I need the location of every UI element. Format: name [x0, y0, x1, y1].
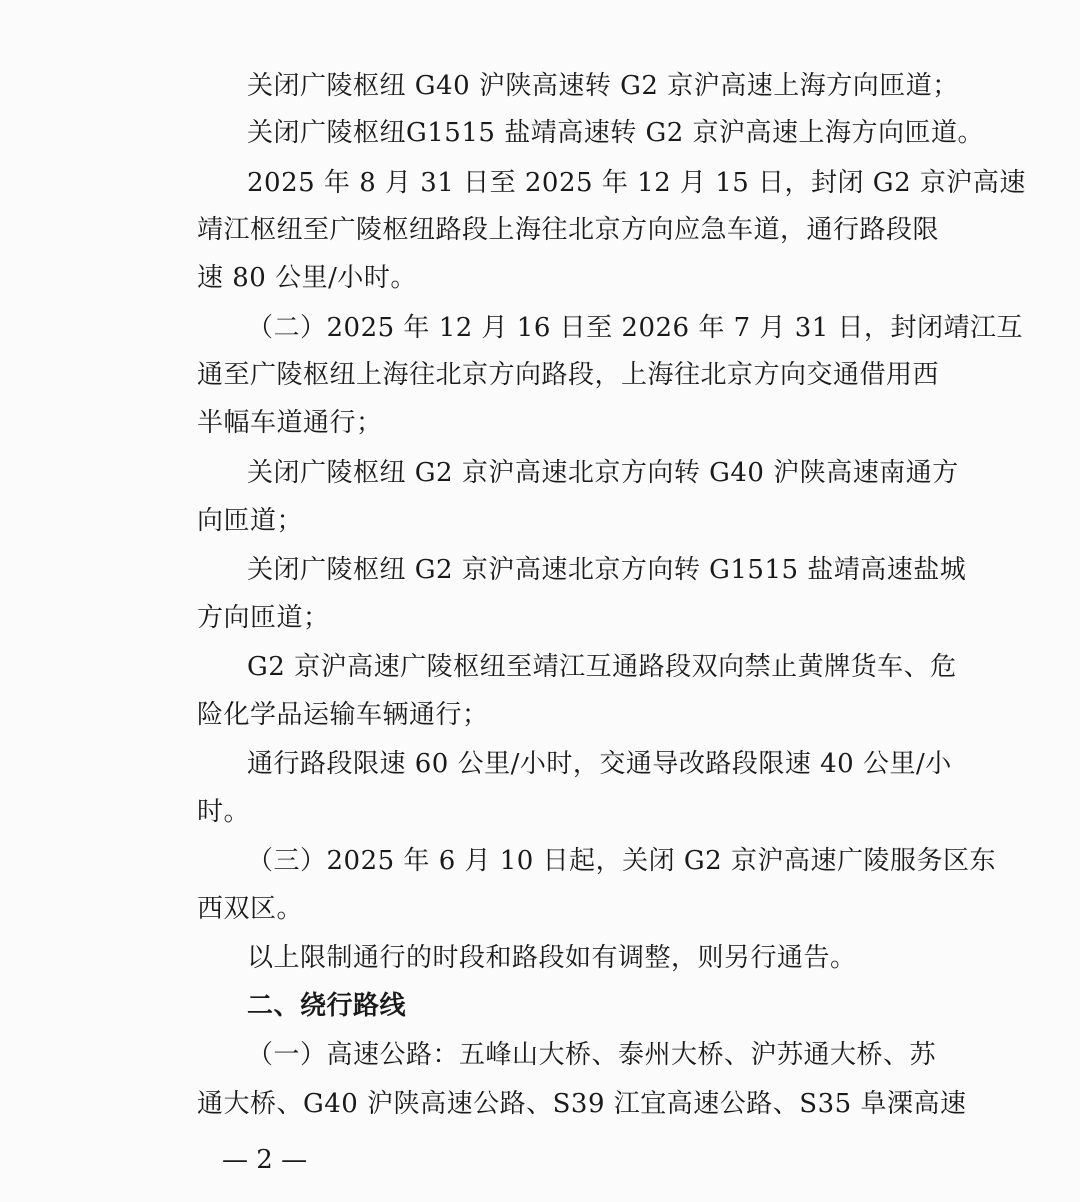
text-line: 向匝道； — [197, 506, 304, 536]
text-line: （二）2025 年 12 月 16 日至 2026 年 7 月 31 日，封闭靖江互 — [247, 313, 1024, 343]
text-line: 2025 年 8 月 31 日至 2025 年 12 月 15 日，封闭 G2 京沪高速 — [247, 168, 1026, 198]
text-line: 方向匝道； — [197, 603, 330, 633]
text-line: 通至广陵枢纽上海往北京方向路段，上海往北京方向交通借用西 — [197, 360, 940, 390]
text-line: 通大桥、G40 沪陕高速公路、S39 江宜高速公路、S35 阜溧高速 — [197, 1089, 967, 1119]
section-heading: 二、绕行路线 — [247, 991, 407, 1021]
text-line: 速 80 公里/小时。 — [197, 263, 417, 293]
text-line: 西双区。 — [197, 894, 304, 924]
text-line: 靖江枢纽至广陵枢纽路段上海往北京方向应急车道，通行路段限 — [197, 215, 940, 245]
text-line: 以上限制通行的时段和路段如有调整，则另行通告。 — [247, 943, 857, 973]
text-line: 险化学品运输车辆通行； — [197, 700, 489, 730]
text-line: 半幅车道通行； — [197, 408, 383, 438]
text-line: 通行路段限速 60 公里/小时，交通导改路段限速 40 公里/小 — [247, 749, 952, 779]
text-line: （三）2025 年 6 月 10 日起，关闭 G2 京沪高速广陵服务区东 — [247, 846, 996, 876]
text-line: 时。 — [197, 797, 251, 827]
text-line: G2 京沪高速广陵枢纽至靖江互通路段双向禁止黄牌货车、危 — [247, 652, 957, 682]
text-line: 关闭广陵枢纽 G2 京沪高速北京方向转 G40 沪陕高速南通方 — [247, 458, 959, 488]
page-number: — 2 — — [222, 1145, 308, 1175]
text-line: 关闭广陵枢纽 G2 京沪高速北京方向转 G1515 盐靖高速盐城 — [247, 555, 967, 585]
text-line: 关闭广陵枢纽G1515 盐靖高速转 G2 京沪高速上海方向匝道。 — [247, 118, 985, 148]
text-line: （一）高速公路：五峰山大桥、泰州大桥、沪苏通大桥、苏 — [247, 1040, 937, 1070]
text-line: 关闭广陵枢纽 G40 沪陕高速转 G2 京沪高速上海方向匝道； — [247, 71, 959, 101]
